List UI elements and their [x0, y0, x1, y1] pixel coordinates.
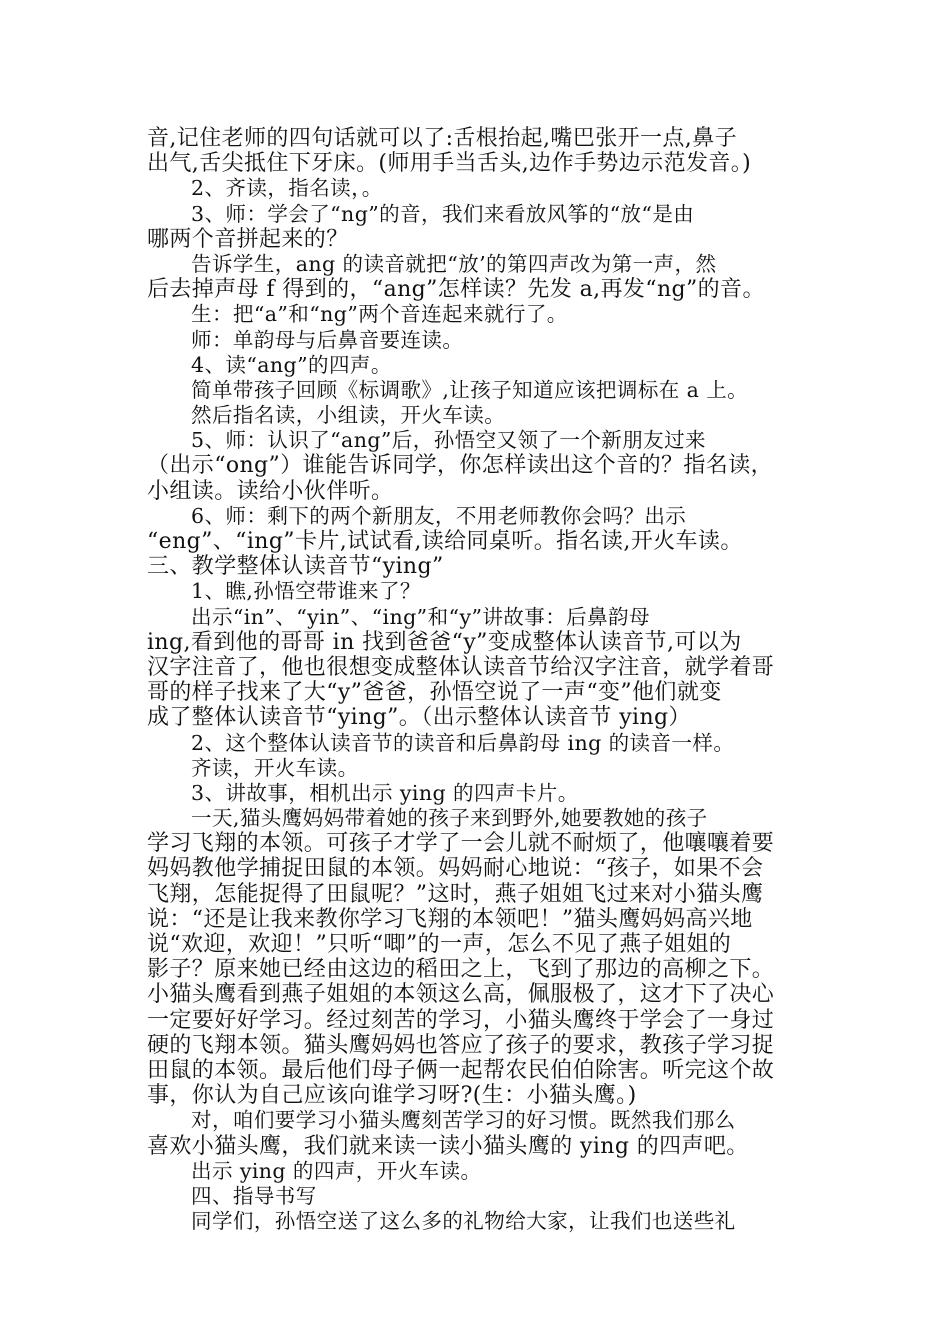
text-line: 三、教学整体认读音节“ying” [147, 554, 444, 580]
text-line: 2、齐读，指名读，。 [191, 176, 383, 201]
text-line: 4、读“ang”的四声。 [191, 352, 392, 377]
text-line: 影子？原来她已经由这边的稻田之上，飞到了那边的高柳之下。 [147, 957, 775, 983]
text-line: 后去掉声母 f 得到的，“ang”怎样读？先发 a,再发“ng”的音。 [147, 277, 765, 303]
text-line: 妈妈教他学捕捉田鼠的本领。妈妈耐心地说：“孩子，如果不会 [147, 856, 764, 882]
document-body [147, 126, 817, 1234]
text-line: 同学们，孙悟空送了这么多的礼物给大家，让我们也送些礼 [191, 1209, 736, 1234]
text-line: 告诉学生，ang 的读音就把“放’的第四声改为第一声，然 [191, 251, 717, 276]
text-line: 哪两个音拼起来的？ [147, 226, 349, 252]
text-line: 说“欢迎，欢迎！”只听“唧”的一声，怎么不见了燕子姐姐的 [147, 932, 732, 957]
text-line: 喜欢小猫头鹰，我们就来读一读小猫头鹰的 ying 的四声吧。 [147, 1133, 749, 1159]
text-line: 出示 ying 的四声，开火车读。 [191, 1158, 482, 1183]
text-line: 事，你认为自己应该向谁学习呀?(生：小猫头鹰。) [147, 1083, 637, 1109]
text-line: 出示“in”、“yin”、“ing”和“y”讲故事：后鼻韵母 [191, 604, 650, 629]
text-line: 哥的样子找来了大“y”爸爸，孙悟空说了一声“变”他们就变 [147, 680, 722, 706]
text-line: 然后指名读，小组读，开火车读。 [191, 403, 506, 428]
text-line: 生：把“a”和“ng”两个音连起来就行了。 [191, 302, 568, 327]
text-line: 说：“还是让我来教你学习飞翔的本领吧！”猫头鹰妈妈高兴地 [147, 906, 753, 932]
text-line: （出示“ong”）谁能告诉同学，你怎样读出这个音的？指名读， [147, 453, 773, 479]
text-line: 一天,猫头鹰妈妈带着她的孩子来到野外,她要教她的孩子 [191, 806, 708, 831]
text-line: 一定要好好学习。经过刻苦的学习，小猫头鹰终于学会了一身过 [147, 1007, 775, 1033]
text-line: 5、师：认识了“ang”后，孙悟空又领了一个新朋友过来 [191, 428, 707, 453]
text-line: ing,看到他的哥哥 in 找到爸爸“y”变成整体认读音节,可以为 [147, 629, 742, 655]
text-line: 师：单韵母与后鼻音要连读。 [191, 327, 464, 352]
text-line: 音,记住老师的四句话就可以了:舌根抬起,嘴巴张开一点,鼻子 [147, 126, 737, 151]
text-line: 6、师：剩下的两个新朋友，不用老师教你会吗？出示 [191, 503, 687, 528]
text-line: 1、瞧,孙悟空带谁来了？ [191, 579, 421, 604]
text-line: 小组读。读给小伙伴听。 [147, 478, 394, 504]
text-line: 齐读，开火车读。 [191, 755, 359, 780]
text-line: 硬的飞翔本领。猫头鹰妈妈也答应了孩子的要求，教孩子学习捉 [147, 1032, 775, 1058]
text-line: 田鼠的本领。最后他们母子俩一起帮农民伯伯除害。听完这个故 [147, 1057, 775, 1083]
text-line: 小猫头鹰看到燕子姐姐的本领这么高，佩服极了，这才下了决心 [147, 982, 775, 1008]
text-line: 对，咱们要学习小猫头鹰刻苦学习的好习惯。既然我们那么 [191, 1108, 736, 1133]
text-line: “eng”、“ing”卡片,试试看,读给同桌听。指名读,开火车读。 [147, 529, 743, 554]
text-line: 3、讲故事，相机出示 ying 的四声卡片。 [191, 780, 579, 805]
text-line: 学习飞翔的本领。可孩子才学了一会儿就不耐烦了，他嚷嚷着要 [147, 831, 775, 857]
text-line: 2、这个整体认读音节的读音和后鼻韵母 ing 的读音一样。 [191, 730, 735, 755]
text-line: 简单带孩子回顾《标调歌》,让孩子知道应该把调标在 a 上。 [191, 377, 749, 402]
text-line: 3、师：学会了“ng”的音，我们来看放风筝的“放“是由 [191, 201, 695, 226]
text-line: 四、指导书写 [191, 1183, 317, 1208]
text-line: 成了整体认读音节“ying”。（出示整体认读音节 ying） [147, 705, 691, 731]
text-line: 飞翔，怎能捉得了田鼠呢？”这时，燕子姐姐飞过来对小猫头鹰 [147, 881, 764, 907]
text-line: 汉字注音了，他也很想变成整体认读音节给汉字注音，就学着哥 [147, 654, 775, 680]
text-line: 出气,舌尖抵住下牙床。(师用手当舌头,边作手势边示范发音。) [147, 151, 752, 177]
